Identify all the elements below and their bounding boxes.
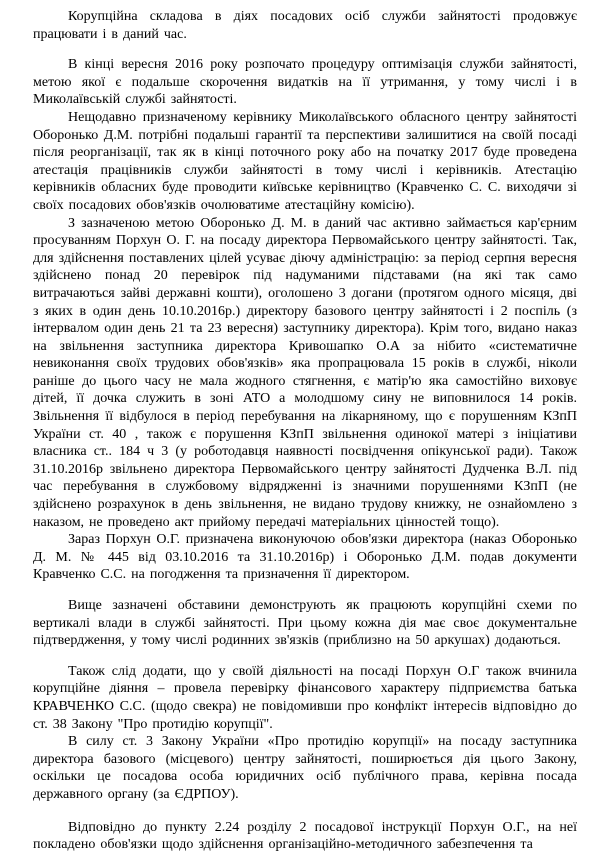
paragraph-porkhun-promotion: З зазначеною метою Оборонько Д. М. в даний час активно займається кар'єрним просуванням Порхун О. Г. на посаду директора Первомайського центру зайнятості. Так, для здійснення поставлених цілей усуває діючу адміністрацію: за період серпня вересня здійснено понад 20 перевірок під надуманими підставами (на які так само витрачаються зайві державні кошти), оголошено 3 догани (протягом одного місяця, дві з яких в один день 10.10.2016р.) директору базового центру зайнятості і 2 поспіль (з інтервалом один день 21 та 23 вересня) заступнику директора). Крім того, видано наказ на звільнення заступника директора Кривошапко О.А за нібито «систематичне невиконання своїх трудових обов'язків» яка пропрацювала 15 років в службі, ніколи раніше до цього часу не мала жодного стягнення, є матір'ю яка самостійно виховує дітей, її дочка служить в зоні АТО а молодшому сину не виповнилося 14 років. Звільнення її відбулося в період перебування на лікарняному, що є порушенням КЗпП України ст. 40 , також є порушення КЗпП звільнення одинокої матері з ініціативи власника ст.. 184 ч 3 (у роботодавця наявності посвідчення опікунської ради). Також 31.10.2016р звільнено директора Первомайського центру зайнятості Дудченка В.Л. під час перебування в службовому відрядженні із значними порушеннями КЗпП (не здійснено розрахунок в день звільнення, не видано трудову книжку, не ознайомлено з наказом, не проведено акт прийому передачі матеріальних цінностей тощо). <box>33 215 577 530</box>
paragraph-law-article-3: В силу ст. 3 Закону України «Про протидію корупції» на посаду заступника директора базового (місцевого) центру зайнятості, поширюється дія цього Закону, оскільки це посадова особа юридичних осіб публічного права, керівна посада державного органу (за ЄДРПОУ). <box>33 734 577 802</box>
paragraph-job-instruction: Відповідно до пункту 2.24 розділу 2 посадової інструкції Порхун О.Г., на неї покладено обов'язки щодо здійснення організаційно-методичного забезпечення та <box>33 819 577 853</box>
paragraph-corruption-intro: Корупційна складова в діях посадових осіб служби зайнятості продовжує працювати і в даний час. <box>33 9 577 42</box>
paragraph-porkhun-acting-director: Зараз Порхун О.Г. призначена виконуючою обов'язки директора (наказ Оборонько Д. М. № 445 від 03.10.2016 та 31.10.2016р) і Оборонько Д.М. подав документи Кравченко С.С. на погодження та призначення її директором. <box>33 532 577 583</box>
paragraph-oboronko-attestation: Нещодавно призначеному керівнику Миколаївського обласного центру зайнятості Оборонько Д.М. потрібні подальші гарантії та перспективи залишитися на своїй посаді після реорганізації, так як в кінці поточного року або на початку 2017 буде проведена атестація працівників служби зайнятості в тому числі і керівників. Атестацію керівників обласних буде проводити київське керівництво (Кравченко С. С. виходячи зі своїх посадових обов'язків очолюватиме атестаційну комісію). <box>33 109 577 213</box>
paragraph-corruption-schemes: Вище зазначені обставини демонструють як працюють корупційні схеми по вертикалі влади в службі зайнятості. При цьому кожна дія має своє документальне підтвердження, у тому числі родинних зв'язків (приблизно на 50 аркушах) додаються. <box>33 598 577 649</box>
paragraph-optimization-2016: В кінці вересня 2016 року розпочато процедуру оптимізація служби зайнятості, метою якої є подальше скорочення видатків на її утримання, у тому числі і в Миколаївській службі зайнятості. <box>33 57 577 108</box>
paragraph-conflict-of-interest: Також слід додати, що у своїй діяльності на посаді Порхун О.Г також вчинила корупційне діяння – провела перевірку фінансового характеру підприємства батька КРАВЧЕНКО С.С. (щодо свекра) не повідомивши про конфлікт інтересів відповідно до ст. 38 Закону "Про протидію корупції". <box>33 663 577 732</box>
